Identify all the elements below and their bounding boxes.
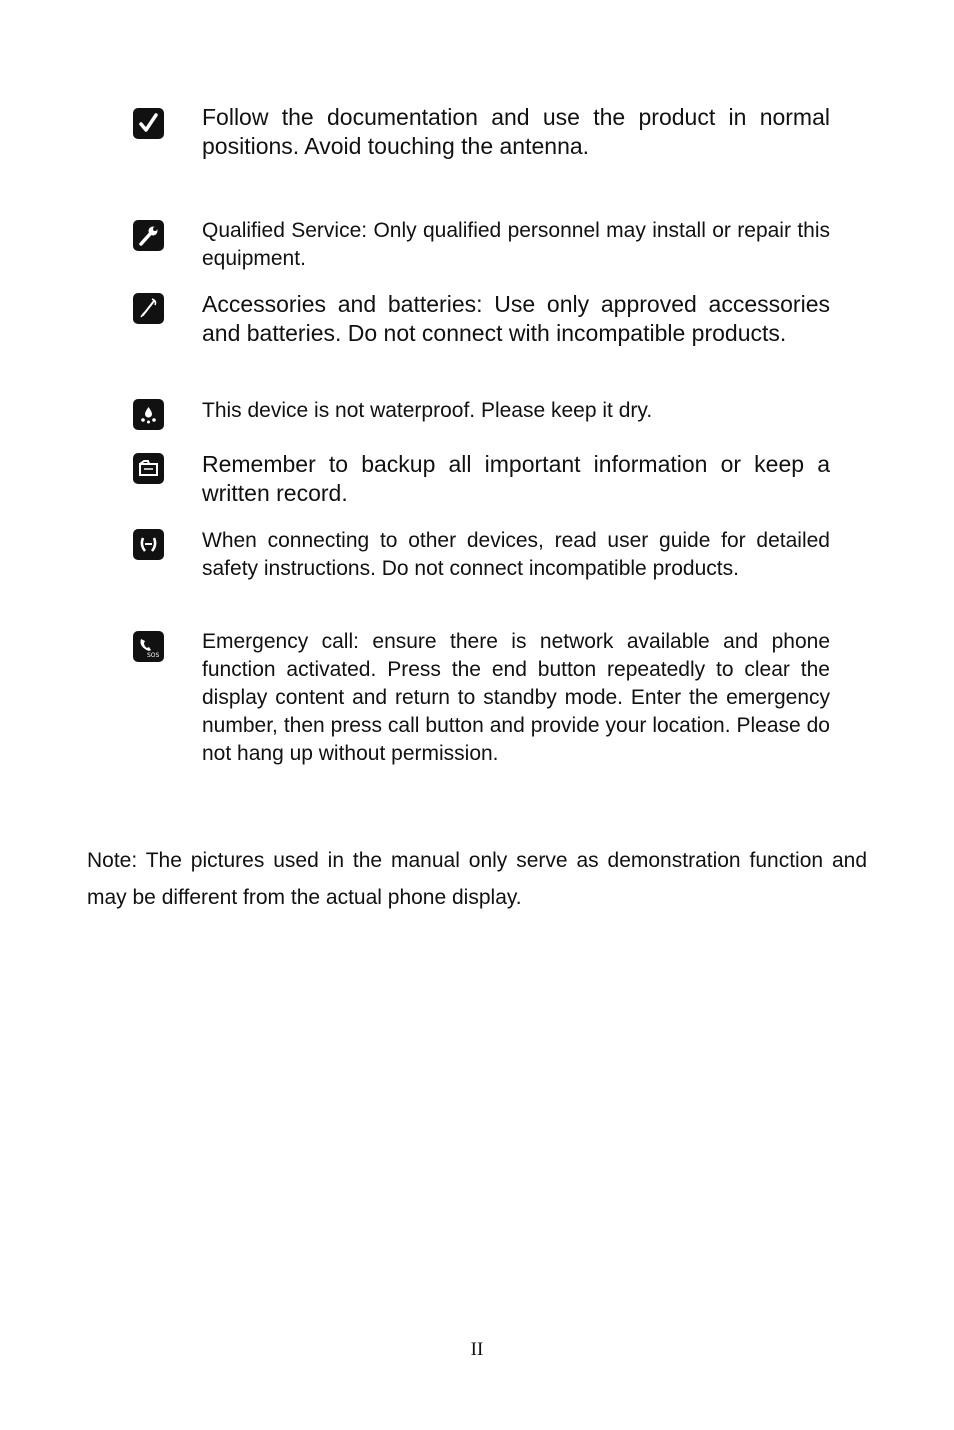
wrench-icon xyxy=(133,220,164,251)
checkmark-icon xyxy=(133,108,164,139)
water-drop-icon xyxy=(133,399,164,430)
page-number: II xyxy=(470,1339,484,1360)
safety-text: Emergency call: ensure there is network available and phone function activated. Press the end button repeatedly to clear the display content and return to standby mode. Enter the emergency number, then press call button and provide your location. Please do not hang up without permission. xyxy=(202,630,830,765)
safety-text: This device is not waterproof. Please keep it dry. xyxy=(202,399,653,422)
sos-phone-icon xyxy=(133,631,164,662)
safety-text: Qualified Service: Only qualified personnel may install or repair this equipment. xyxy=(202,219,830,270)
svg-text:SOS: SOS xyxy=(147,652,160,659)
connect-devices-icon xyxy=(133,529,164,560)
battery-pen-icon xyxy=(133,293,164,324)
safety-text: Follow the documentation and use the product in normal positions. Avoid touching the antenna. xyxy=(202,104,830,159)
note-paragraph: Note: The pictures used in the manual only serve as demonstration function and may be different from the actual phone display. xyxy=(87,849,867,909)
safety-text: Remember to backup all important information or keep a written record. xyxy=(202,451,830,506)
safety-text: When connecting to other devices, read user guide for detailed safety instructions. Do not connect incompatible products. xyxy=(202,529,830,580)
safety-text: Accessories and batteries: Use only approved accessories and batteries. Do not connect with incompatible products. xyxy=(202,291,830,346)
backup-folder-icon xyxy=(133,453,164,484)
